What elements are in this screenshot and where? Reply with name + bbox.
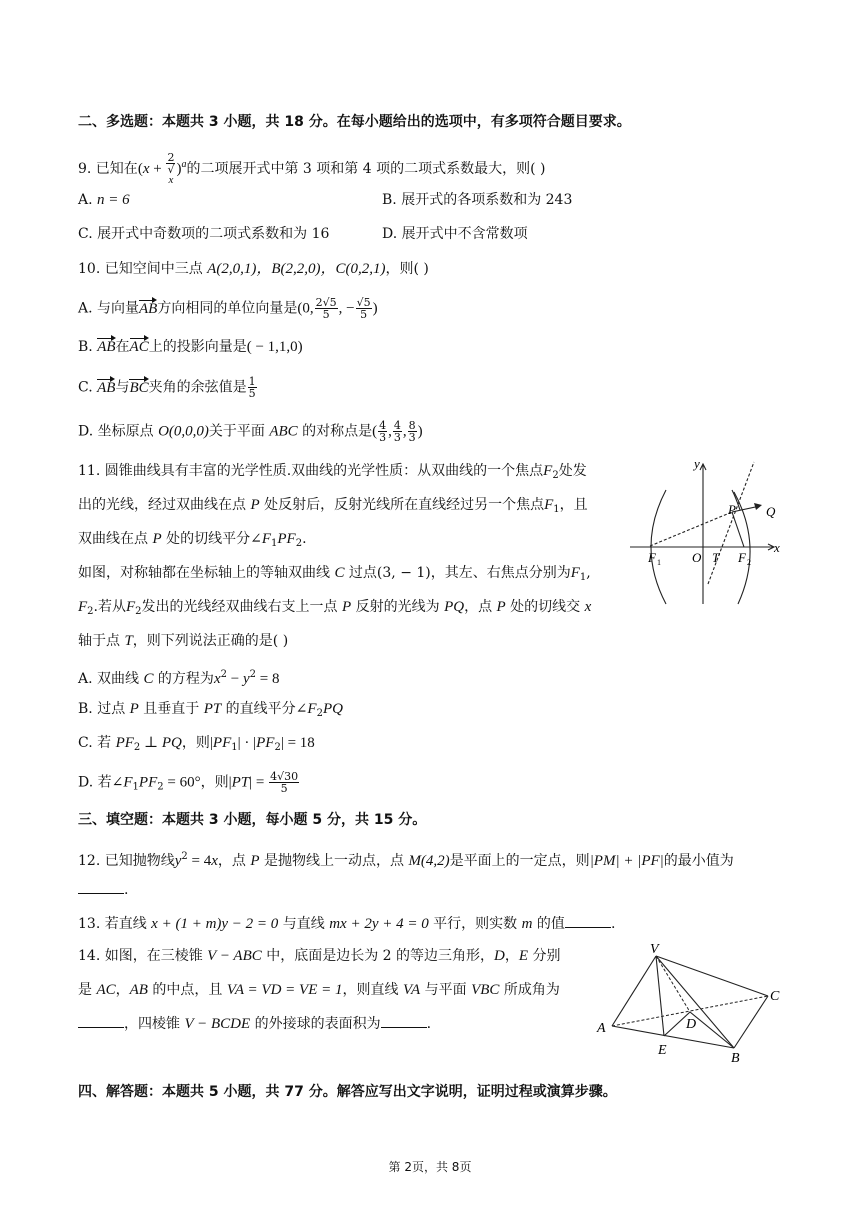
fig-label-f2-sub: 2 — [747, 558, 751, 567]
question-11-line-4: 如图，对称轴都在坐标轴上的等轴双曲线 C 过点(3, − 1)，其左、右焦点分别为$F_1$, — [78, 565, 591, 583]
fig-label-q: Q — [766, 504, 776, 519]
section-2-heading: 二、多选题：本题共 3 小题，共 18 分。在每小题给出的选项中，有多项符合题目要求。 — [78, 114, 631, 130]
q10-option-b: B. AB在AC上的投影向量是( − 1,1,0) — [78, 339, 303, 355]
question-11-line-5: $F_2$.若从$F_2$发出的光线经双曲线右支上一点 P 反射的光线为 PQ，点 P 处的切线交 x — [78, 599, 592, 617]
question-9-stem: 9. 已知在(x + 2 √ x )$^a$的二项展开式中第 3 项和第 4 项的二项式系数最大，则( ) — [78, 151, 546, 186]
question-11-line-3: 双曲线在点 P 处的切线平分$\angle F_1PF_2$. — [78, 531, 307, 549]
question-12-stem: 12. 已知抛物线$y^2 = 4x$，点 P 是抛物线上一动点，点 M(4,2)是平面上的一定点，则|PM| + |PF|的最小值为 — [78, 851, 734, 869]
fig-label-f2: F — [738, 550, 746, 565]
q10-option-a: A. 与向量AB方向相同的单位向量是(0, $\frac{2√5}{5}$ , − $\frac{√5}{5}$ ) — [78, 296, 378, 321]
q9-option-a: A. n = 6 — [78, 192, 130, 208]
question-14-line-2: 是 AC，AB 的中点，且 VA = VD = VE = 1，则直线 VA 与平面 VBC 所成角为 — [78, 982, 560, 998]
q10-option-c: C. AB与BC夹角的余弦值是 $\frac{1}{5}$ — [78, 375, 256, 400]
question-13-stem: 13. 若直线 x + (1 + m)y − 2 = 0 与直线 mx + 2y + 4 = 0 平行，则实数 m 的值 . — [78, 916, 616, 932]
fig-label-y: y — [694, 458, 700, 471]
fig-label-d: D — [686, 1017, 697, 1032]
q9-option-c: C. 展开式中奇数项的二项式系数和为 16 — [78, 226, 330, 242]
fig-label-origin: O — [692, 550, 702, 565]
question-11-line-2: 出的光线，经过双曲线在点 P 处反射后，反射光线所在直线经过另一个焦点$F_1$，且 — [78, 497, 588, 515]
fig-label-e: E — [658, 1043, 667, 1058]
q11-option-b: B. 过点 P 且垂直于 PT 的直线平分$\angle F_2PQ$ — [78, 701, 343, 719]
page-footer: 第 2页，共 8页 — [388, 1160, 472, 1174]
section-4-heading: 四、解答题：本题共 5 小题，共 77 分。解答应写出文字说明，证明过程或演算步骤。 — [78, 1084, 617, 1100]
hyperbola-figure — [628, 458, 788, 608]
question-12-answer-line: . — [78, 880, 128, 900]
q10-option-d: D. 坐标原点 O(0,0,0)关于平面 ABC 的对称点是( $\frac{4}{3}$ , $\frac{4}{3}$ , $\frac{8}{3}$ ) — [78, 419, 423, 444]
fig-label-f1-sub: 1 — [657, 558, 661, 567]
fig-label-p: P — [728, 502, 736, 517]
question-11-line-6: 轴于点 T，则下列说法正确的是( ) — [78, 633, 289, 649]
question-11-line-1: 11. 圆锥曲线具有丰富的光学性质.双曲线的光学性质：从双曲线的一个焦点$F_2$处发 — [78, 463, 587, 481]
question-14-line-1: 14. 如图，在三棱锥 V − ABC 中，底面是边长为 2 的等边三角形，D，E 分别 — [78, 948, 561, 964]
fig-label-c: C — [770, 989, 780, 1004]
q9-option-b: B. 展开式的各项系数和为 243 — [382, 192, 573, 208]
answer-blank[interactable] — [78, 881, 124, 894]
q9-option-d: D. 展开式中不含常数项 — [382, 226, 528, 242]
q11-option-d: D. 若$\angle F_1PF_2 = 60^\circ$，则|PT| = $\frac{4√30}{5}$ — [78, 770, 299, 795]
answer-blank[interactable] — [565, 915, 611, 928]
pyramid-figure — [594, 940, 790, 1066]
q11-option-c: C. 若 $PF_2$ ⊥ PQ，则$|PF_1| \cdot |PF_2| = 18$ — [78, 735, 315, 753]
fig-label-x: x — [774, 540, 780, 555]
answer-blank[interactable] — [78, 1015, 124, 1028]
fig-label-v: V — [650, 942, 659, 957]
question-14-line-3: ，四棱锥 V − BCDE 的外接球的表面积为 . — [78, 1014, 431, 1034]
question-10-stem: 10. 已知空间中三点 A(2,0,1)，B(2,2,0)，C(0,2,1)，则( ) — [78, 261, 429, 277]
fraction: 2 √ x — [167, 151, 175, 186]
fig-label-f1: F — [648, 550, 656, 565]
fig-label-t: T — [712, 550, 720, 565]
answer-blank[interactable] — [381, 1015, 427, 1028]
fig-label-a: A — [597, 1021, 606, 1036]
section-3-heading: 三、填空题：本题共 3 小题，每小题 5 分，共 15 分。 — [78, 812, 427, 828]
q11-option-a: A. 双曲线 C 的方程为$x^2 - y^2 = 8$ — [78, 669, 280, 687]
fig-label-b: B — [731, 1051, 740, 1066]
